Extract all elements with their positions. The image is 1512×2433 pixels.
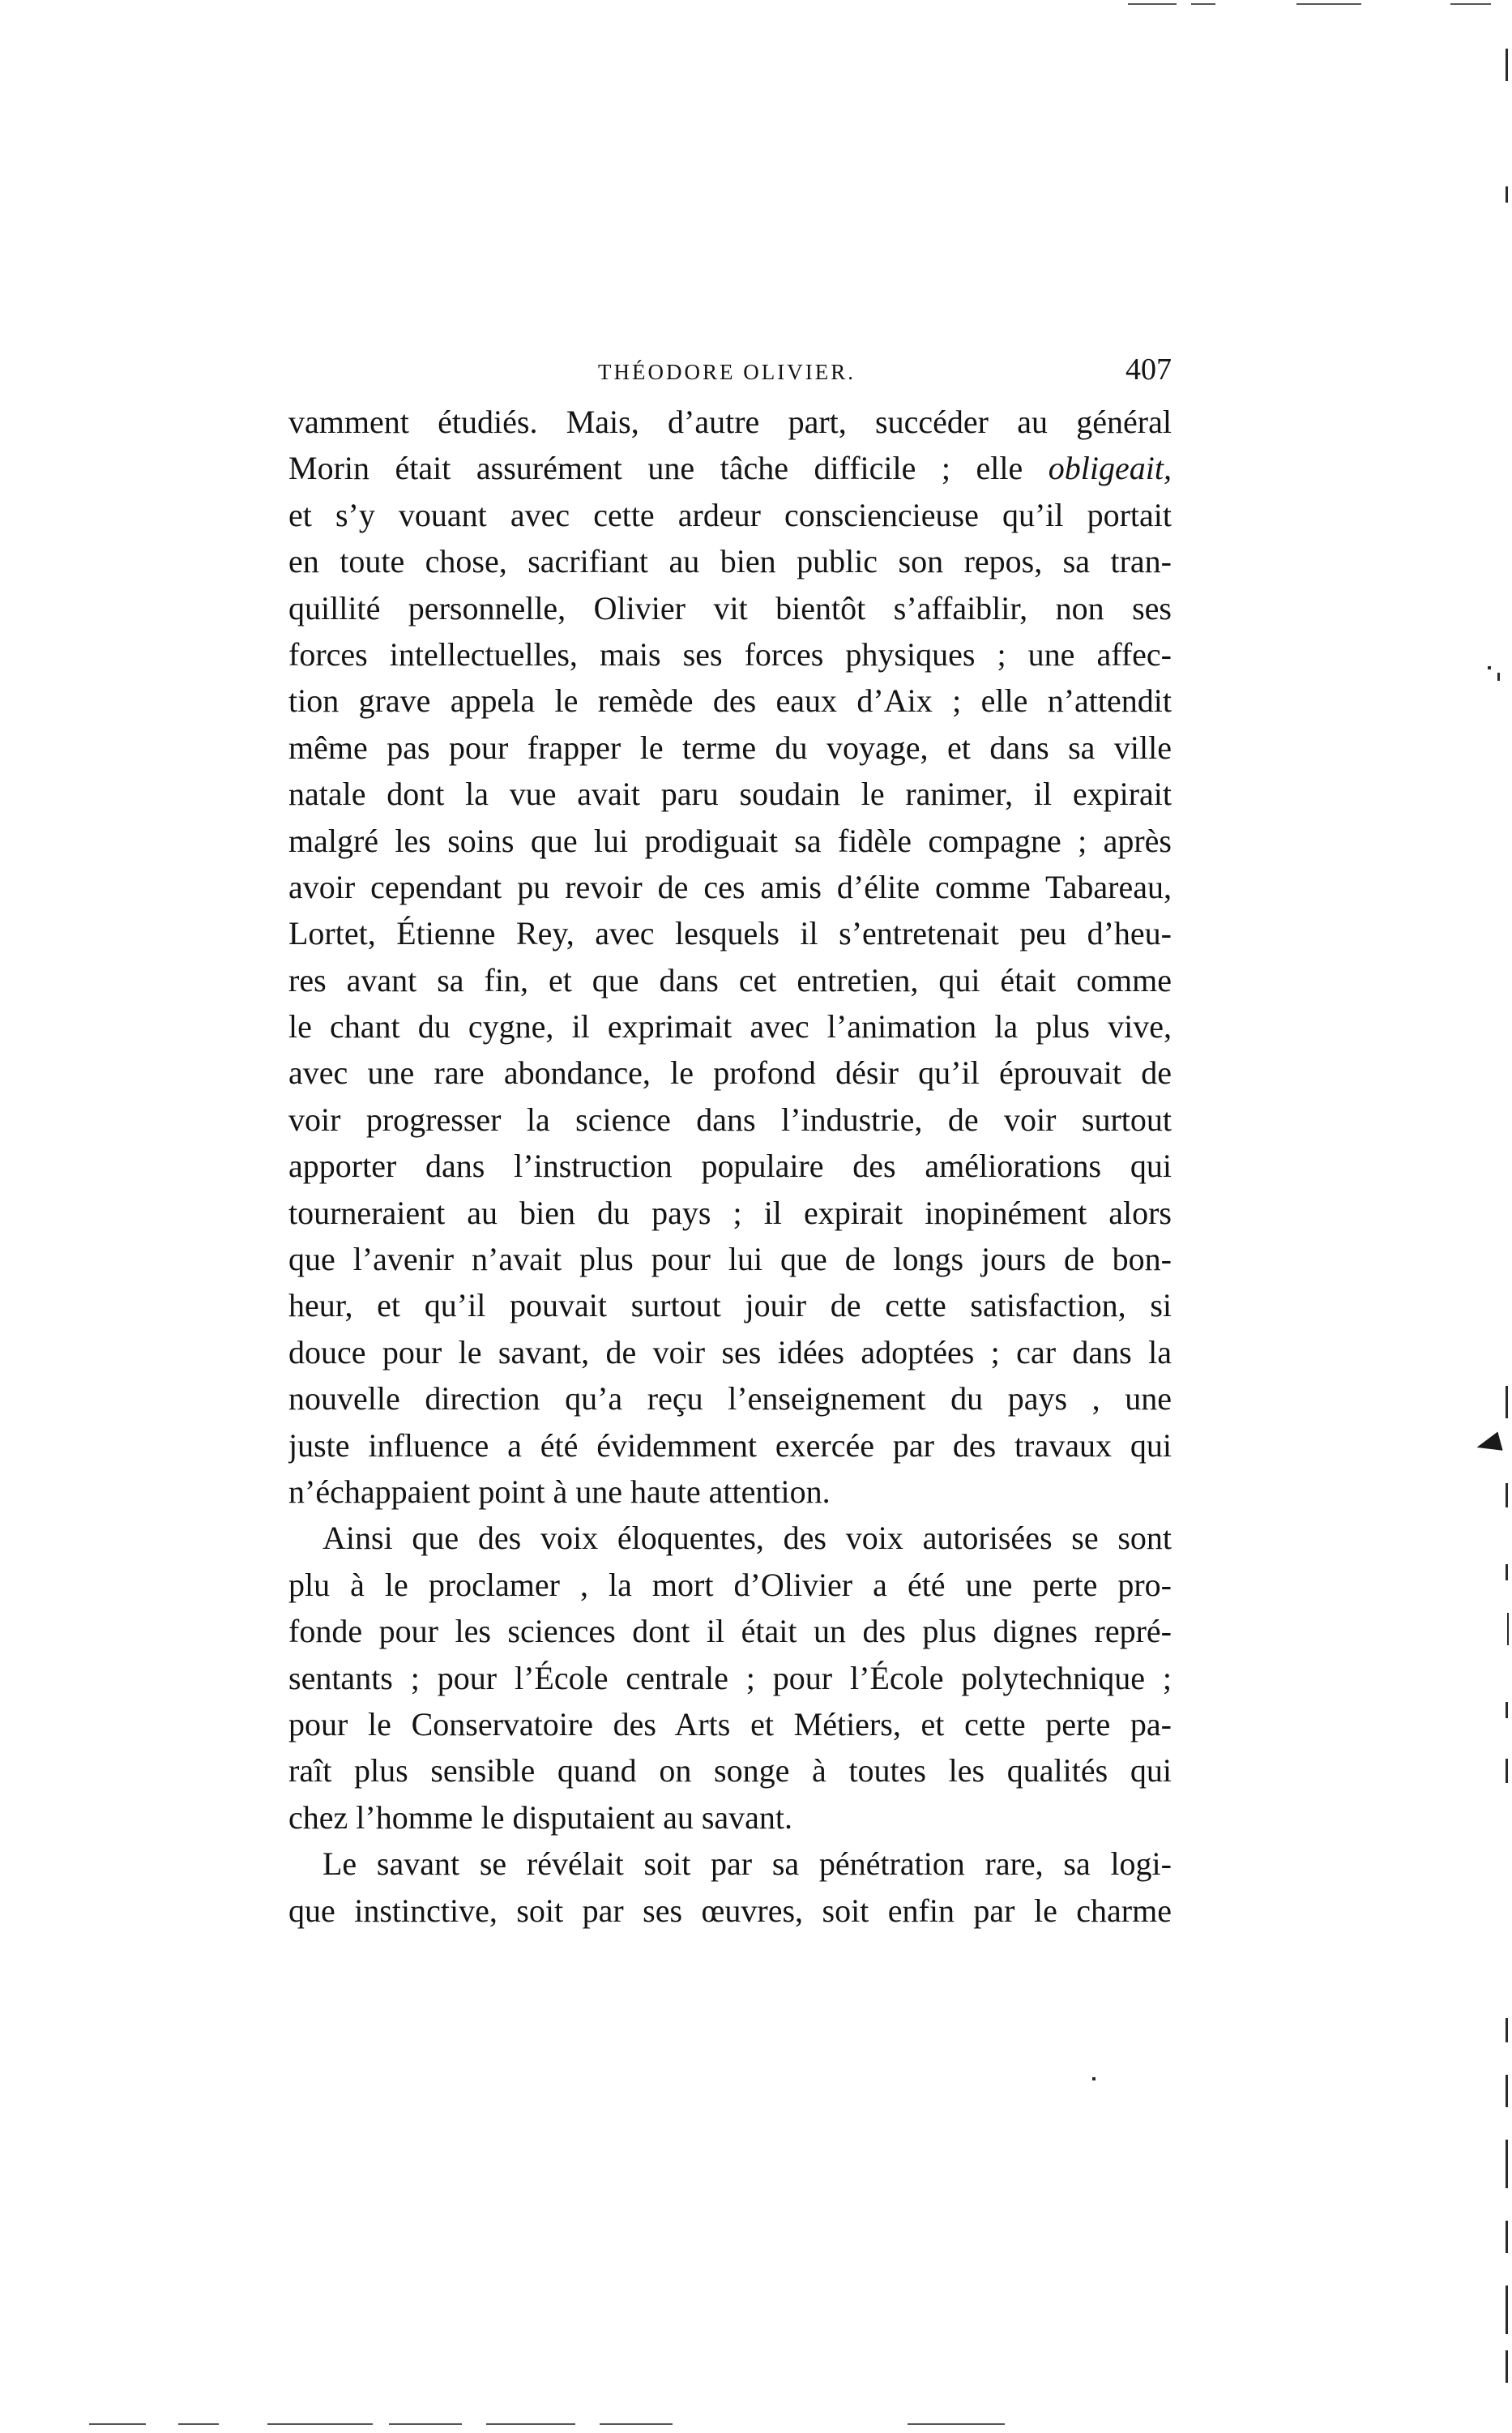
margin-mark (1507, 1613, 1509, 1645)
text-line: douce pour le savant, de voir ses idées adoptées ; car dans la (288, 1333, 1172, 1370)
margin-dot (1488, 666, 1491, 669)
bottom-edge-mark (600, 2423, 673, 2425)
text-line: en toute chose, sacrifiant au bien public son repos, sa tran- (288, 543, 1172, 580)
text-line: avoir cependant pu revoir de ces amis d’élite comme Tabareau, (288, 868, 1172, 905)
text-line: malgré les soins que lui prodiguait sa fidèle compagne ; après (288, 822, 1172, 859)
text-line: nouvelle direction qu’a reçu l’enseignement du pays , une (288, 1380, 1172, 1417)
text-line: res avant sa fin, et que dans cet entretien, qui était comme (288, 961, 1172, 998)
margin-mark (1506, 186, 1508, 203)
top-edge-mark (1296, 3, 1361, 5)
margin-mark (1506, 2285, 1508, 2334)
text-line: natale dont la vue avait paru soudain le ranimer, il expirait (288, 776, 1172, 813)
margin-mark (1506, 1483, 1508, 1507)
text-line: même pas pour frapper le terme du voyage, et dans sa ville (288, 729, 1172, 766)
paragraph (288, 399, 1172, 1515)
text-line: Le savant se révélait soit par sa pénétration rare, sa logi- (322, 1845, 1172, 1883)
margin-mark (1506, 2018, 1508, 2042)
text-line: pour le Conservatoire des Arts et Métiers, et cette perte pa- (288, 1705, 1172, 1742)
text-line: forces intellectuelles, mais ses forces physiques ; une affec- (288, 635, 1172, 673)
bottom-edge-mark (267, 2423, 373, 2425)
text-line: apporter dans l’instruction populaire des améliorations qui (288, 1148, 1172, 1185)
text-line: que l’avenir n’avait plus pour lui que de longs jours de bon- (288, 1241, 1172, 1278)
text-line: tion grave appela le remède des eaux d’Aix ; elle n’attendit (288, 682, 1172, 720)
margin-mark (1506, 2075, 1508, 2107)
text-line: Lortet, Étienne Rey, avec lesquels il s’entretenait peu d’heu- (288, 915, 1172, 952)
italic-word: obligeait, (1048, 450, 1172, 487)
margin-mark (1506, 1564, 1508, 1580)
paragraph (288, 1515, 1172, 1841)
text-line: fonde pour les sciences dont il était un des plus dignes repré- (288, 1613, 1172, 1650)
margin-mark (1506, 2221, 1508, 2253)
text-line: vamment étudiés. Mais, d’autre part, succéder au général (288, 404, 1172, 440)
margin-mark (1506, 1759, 1508, 1783)
margin-mark (1506, 1702, 1508, 1718)
page-number: 407 (1125, 353, 1172, 387)
margin-mark (1506, 2140, 1508, 2188)
text-line: voir progresser la science dans l’industrie, de voir surtout (288, 1101, 1172, 1138)
running-head (288, 352, 1172, 392)
text-line: le chant du cygne, il exprimait avec l’animation la plus vive, (288, 1008, 1172, 1045)
running-title: THÉODORE OLIVIER. (598, 360, 856, 384)
text-line: plu à le proclamer , la mort d’Olivier a été une perte pro- (288, 1566, 1172, 1603)
text-line: que instinctive, soit par ses œuvres, soit enfin par le charme (288, 1892, 1172, 1929)
margin-dot (1092, 2077, 1096, 2080)
text-line: sentants ; pour l’École centrale ; pour l’École polytechnique ; (288, 1659, 1172, 1696)
bottom-edge-mark (389, 2423, 462, 2425)
text-line: et s’y vouant avec cette ardeur consciencieuse qu’il portait (288, 496, 1172, 533)
text-line: quillité personnelle, Olivier vit bientôt s’affaiblir, non ses (288, 589, 1172, 626)
bottom-edge-mark (89, 2423, 146, 2425)
bottom-edge-mark (178, 2423, 219, 2425)
top-edge-mark (1191, 3, 1215, 5)
top-edge-mark (1128, 3, 1177, 5)
text-line: avec une rare abondance, le profond désir qu’il éprouvait de (288, 1054, 1172, 1092)
text-line: n’échappaient point à une haute attention. (288, 1473, 831, 1510)
bottom-edge-mark (908, 2423, 1005, 2425)
margin-mark (1506, 2350, 1508, 2383)
text-line: raît plus sensible quand on songe à toutes les qualités qui (288, 1752, 1172, 1789)
text-line: chez l’homme le disputaient au savant. (288, 1798, 793, 1836)
margin-mark (1497, 673, 1500, 681)
paragraph (288, 1841, 1172, 1934)
text-line: heur, et qu’il pouvait surtout jouir de cette satisfaction, si (288, 1287, 1172, 1324)
margin-mark (1506, 49, 1508, 81)
text-line: juste influence a été évidemment exercée par des travaux qui (288, 1426, 1172, 1464)
margin-mark (1506, 1386, 1508, 1418)
text-line: tourneraient au bien du pays ; il expirait inopinément alors (288, 1194, 1172, 1231)
text-line: Morin était assurément une tâche difficile ; elle obligeait, (288, 450, 1172, 487)
top-edge-mark (1450, 3, 1491, 5)
body-text (288, 399, 1172, 1934)
margin-arrow-icon (1474, 1432, 1502, 1457)
bottom-edge-mark (486, 2423, 575, 2425)
text-line: Ainsi que des voix éloquentes, des voix autorisées se sont (322, 1520, 1172, 1557)
